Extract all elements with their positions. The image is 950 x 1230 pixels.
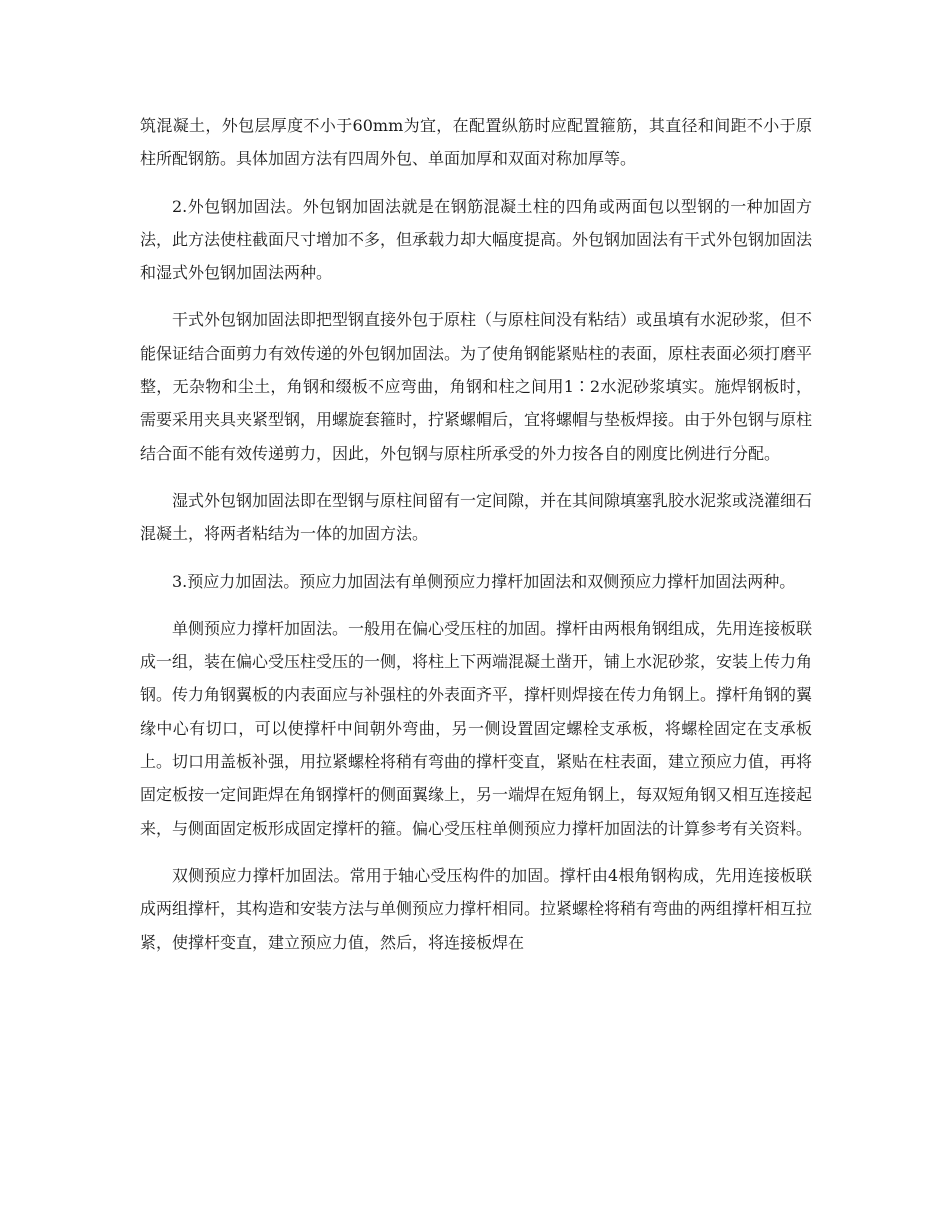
document-body xyxy=(140,109,812,973)
paragraph-3: 干式外包钢加固法即把型钢直接外包于原柱（与原柱间没有粘结）或虽填有水泥砂浆，但不能保证结合面剪力有效传递的外包钢加固法。为了使角钢能紧贴柱的表面，原柱表面必须打磨平整，无杂物和尘土，角钢和缀板不应弯曲，角钢和柱之间用1∶2水泥砂浆填实。施焊钢板时，需要采用夹具夹紧型钢，用螺旋套箍时，拧紧螺帽后，宜将螺帽与垫板焊接。由于外包钢与原柱结合面不能有效传递剪力，因此，外包钢与原柱所承受的外力按各自的刚度比例进行分配。 xyxy=(140,310,813,463)
paragraph-7: 双侧预应力撑杆加固法。常用于轴心受压构件的加固。撑杆由4根角钢构成，先用连接板联成两组撑杆，其构造和安装方法与单侧预应力撑杆相同。拉紧螺栓将稍有弯曲的两组撑杆相互拉紧，使撑杆变直，建立预应力值，然后，将连接板焊在 xyxy=(140,865,813,952)
paragraph-1: 筑混凝土，外包层厚度不小于60mm为宜，在配置纵筋时应配置箍筋，其直径和间距不小于原柱所配钢筋。具体加固方法有四周外包、单面加厚和双面对称加厚等。 xyxy=(140,116,812,169)
paragraph-2: 2.外包钢加固法。外包钢加固法就是在钢筋混凝土柱的四角或两面包以型钢的一种加固方法，此方法使柱截面尺寸增加不多，但承载力却大幅度提高。外包钢加固法有干式外包钢加固法和湿式外包钢加固法两种。 xyxy=(140,196,813,283)
paragraph-6: 单侧预应力撑杆加固法。一般用在偏心受压柱的加固。撑杆由两根角钢组成，先用连接板联成一组，装在偏心受压柱受压的一侧，将柱上下两端混凝土凿开，铺上水泥砂浆，安装上传力角钢。传力角钢翼板的内表面应与补强柱的外表面齐平，撑杆则焊接在传力角钢上。撑杆角钢的翼缘中心有切口，可以使撑杆中间朝外弯曲，另一侧设置固定螺栓支承板，将螺栓固定在支承板上。切口用盖板补强，用拉紧螺栓将稍有弯曲的撑杆变直，紧贴在柱表面，建立预应力值，再将固定板按一定间距焊在角钢撑杆的侧面翼缘上，另一端焊在短角钢上，每双短角钢又相互连接起来，与侧面固定板形成固定撑杆的箍。偏心受压柱单侧预应力撑杆加固法的计算参考有关资料。 xyxy=(140,618,813,838)
paragraph-5: 3.预应力加固法。预应力加固法有单侧预应力撑杆加固法和双侧预应力撑杆加固法两种。 xyxy=(172,571,796,591)
paragraph-4: 湿式外包钢加固法即在型钢与原柱间留有一定间隙，并在其间隙填塞乳胶水泥浆或浇灌细石混凝土，将两者粘结为一体的加固方法。 xyxy=(140,490,813,544)
